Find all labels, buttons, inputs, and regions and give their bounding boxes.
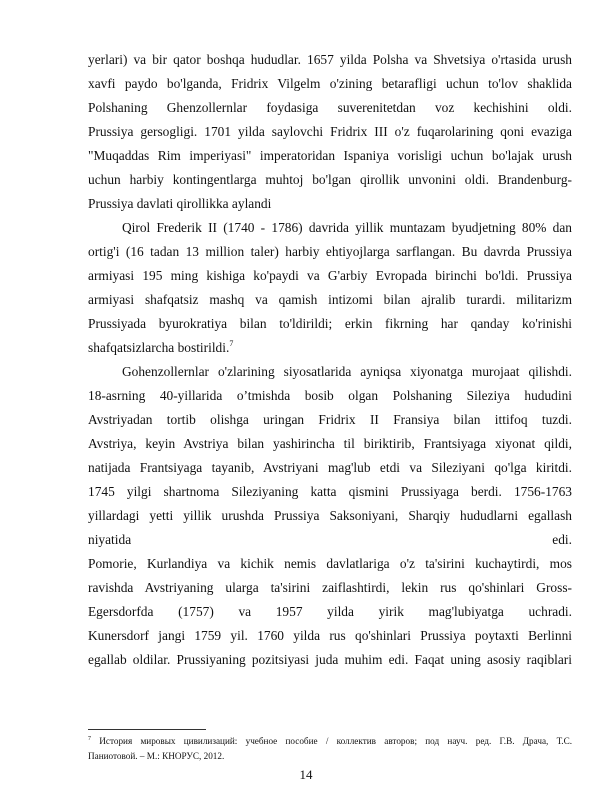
body-line: edi. [552,532,572,547]
body-line: uchun harbiy kontingentlarga muhtoj bo'lgan qirollik unvonini oldi. Brandenburg- [88,172,572,187]
body-line: 18-asrning 40-yillarida o’tmishda bosib olgan Polshaning Sileziya hududini [88,388,572,403]
footnote-marker: 7 [88,736,91,742]
body-line: Avstriyadan tortib olishga uringan Fridrix II Fransiya bilan ittifoq tuzdi. [88,412,572,427]
body-line: 1745 yilgi shartnoma Sileziyaning katta qismini Prussiyaga berdi. 1756-1763 [88,484,572,499]
body-line: Kunersdorf jangi 1759 yil. 1760 yilda rus qo'shinlari Prussiya poytaxti Berlinni [88,628,572,643]
body-line: Polshaning Ghenzollernlar foydasiga suverenitetdan voz kechishini oldi. [88,100,572,115]
body-line: Avstriya, keyin Avstriya bilan yashirincha til biriktirib, Frantsiyaga xiyonat qildi, [88,436,572,451]
body-line: Prussiya gersogligi. 1701 yilda saylovchi Fridrix III o'z fuqarolarining qoni evaziga [88,124,572,139]
body-line: armiyasi shafqatsiz mashq va qamish intizomi bilan ajralib turardi. militarizm [88,292,572,307]
body-line: armiyasi 195 ming kishiga ko'paydi va G'arbiy Evropada birinchi bo'ldi. Prussiya [88,268,572,283]
body-line: yerlari) va bir qator boshqa hududlar. 1657 yilda Polsha va Shvetsiya o'rtasida urush [88,52,572,67]
body-line: ortig'i (16 tadan 13 million taler) harbiy ehtiyojlarga sarflangan. Bu davrda Prussiya [88,244,572,259]
body-line: shafqatsizlarcha bostirildi.$^7$ [88,339,234,355]
body-line: natijada Frantsiyaga tayanib, Avstriyani mag'lub etdi va Sileziyani qo'lga kiritdi. [88,460,572,475]
body-line: xavfi paydo bo'lganda, Fridrix Vilgelm o'zining betarafligi uchun to'lov shaklida [88,76,572,91]
footnote-reference[interactable]: 7 [229,339,234,348]
body-line: Egersdorfda (1757) va 1957 yilda yirik mag'lubiyatga uchradi. [88,604,572,619]
body-line: egallab oldilar. Prussiyaning pozitsiyasi juda muhim edi. Faqat uning asosiy raqiblari [88,652,572,667]
body-line: ravishda Avstriyaning ularga ta'sirini zaiflashtirdi, lekin rus qo'shinlari Gross- [88,580,572,595]
page-number: 14 [299,767,313,782]
paragraph-first-line: Gohenzollernlar o'zlarining siyosatlarida ayniqsa xiyonatga murojaat qilishdi. [122,364,572,379]
body-line: yillardagi yetti yillik urushda Prussiya Saksoniyani, Sharqiy hududlarni egallash [88,508,572,523]
body-line: "Muqaddas Rim imperiyasi" imperatoridan Ispaniya vorisligi uchun bo'lajak urush [88,148,572,163]
paragraph-first-line: Qirol Frederik II (1740 - 1786) davrida yillik muntazam byudjetning 80% dan [122,220,572,235]
footnote-separator [88,729,206,730]
body-line: Prussiyada byurokratiya bilan to'ldirildi; erkin fikrning har qanday ko'rinishi [88,316,572,331]
footnote-text: Паниотовой. – М.: КНОРУС, 2012. [88,751,225,761]
footnote-text: $^7$ История мировых цивилизаций: учебное пособие / коллектив авторов; под науч. ред. Г.В. Драча, Т.С. [88,736,572,746]
body-line: Prussiya davlati qirollikka aylandi [88,196,272,211]
body-line: niyatida [88,532,132,547]
body-line: Pomorie, Kurlandiya va kichik nemis davlatlariga o'z ta'sirini kuchaytirdi, mos [88,556,572,571]
